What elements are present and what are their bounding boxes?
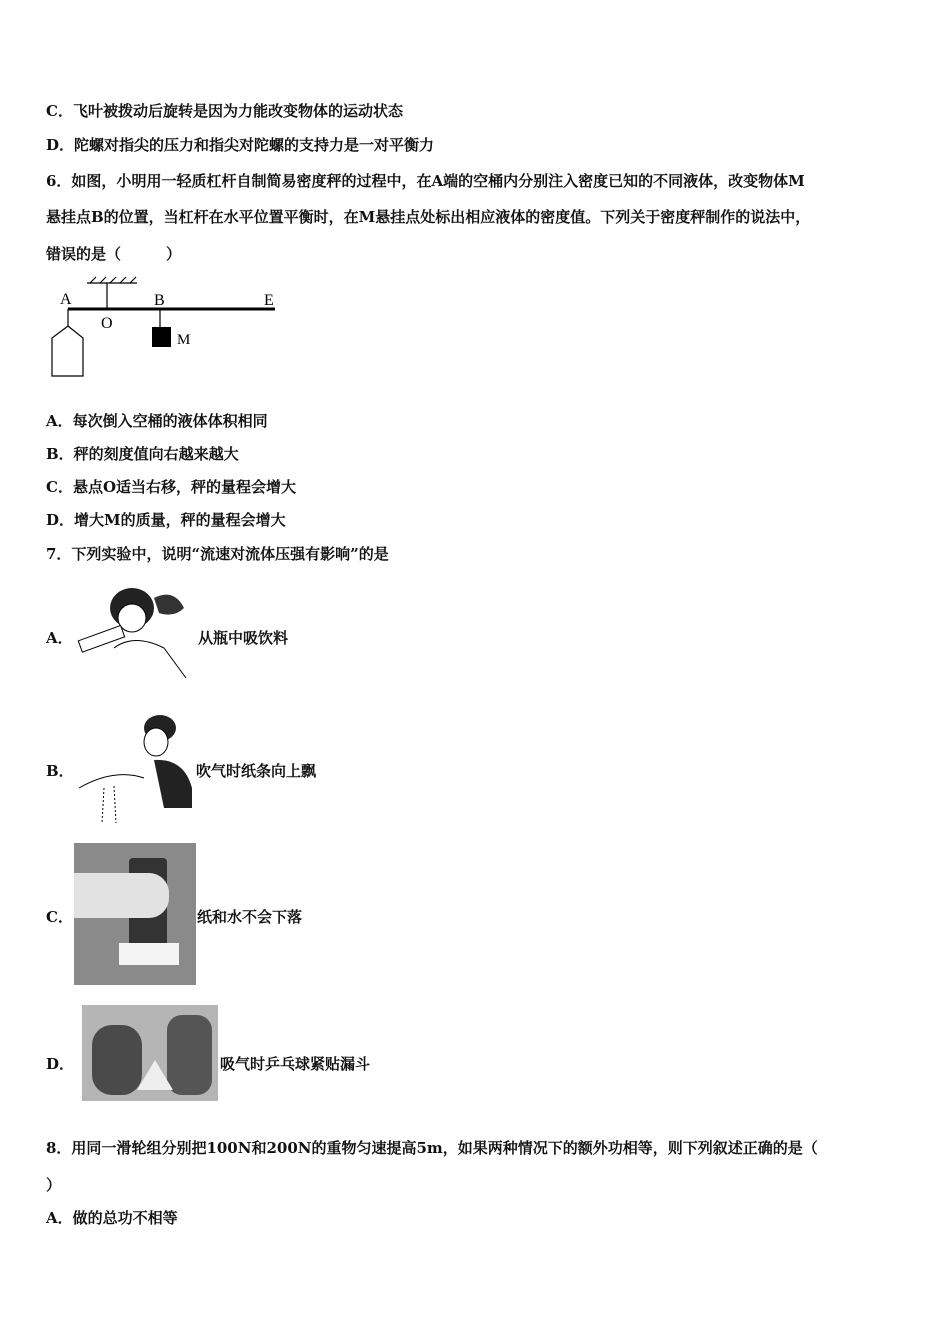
label-o: O (101, 315, 113, 332)
q6-stem-line3: 错误的是（ ） (46, 245, 182, 263)
q7-option-b-letter: B． (46, 762, 74, 780)
q6-option-b: B．秤的刻度值向右越来越大 (46, 445, 239, 463)
q6-stem-line2: 悬挂点B的位置，当杠杆在水平位置平衡时，在M悬挂点处标出相应液体的密度值。下列关于密度秤制作的说法中， (46, 208, 811, 226)
girl-drinking-image (74, 578, 198, 682)
q8-stem-line2: ） (46, 1176, 62, 1194)
q6-option-a: A．每次倒入空桶的液体体积相同 (46, 412, 268, 430)
q7-option-b-caption: 吹气时纸条向上飘 (196, 762, 317, 780)
weight-m (152, 327, 171, 347)
q6-option-d: D．增大M的质量，秤的量程会增大 (46, 511, 286, 529)
q7-option-c-caption: 纸和水不会下落 (197, 908, 303, 926)
ceiling-support (87, 277, 137, 309)
label-m: M (177, 332, 191, 348)
boy-blowing-image (74, 708, 198, 826)
q7-option-d-caption: 吸气时乒乓球紧贴漏斗 (220, 1055, 371, 1073)
label-a: A (60, 291, 72, 308)
q7-option-a-caption: 从瓶中吸饮料 (198, 629, 289, 647)
bucket (52, 326, 83, 376)
label-e: E (264, 292, 274, 309)
funnel-pingpong-photo (82, 1005, 218, 1101)
q8-option-a: A．做的总功不相等 (46, 1209, 178, 1227)
q7-stem: 7．下列实验中，说明“流速对流体压强有影响”的是 (46, 545, 389, 563)
lever-diagram (40, 276, 290, 386)
q5-option-d: D．陀螺对指尖的压力和指尖对陀螺的支持力是一对平衡力 (46, 136, 435, 154)
q5-option-c: C．飞叶被拨动后旋转是因为力能改变物体的运动状态 (46, 102, 403, 120)
q6-stem-line1: 6．如图，小明用一轻质杠杆自制简易密度秤的过程中，在A端的空桶内分别注入密度已知的不同液体，改变物体M (46, 172, 805, 190)
inverted-cup-photo (74, 843, 196, 985)
q6-option-c: C．悬点O适当右移，秤的量程会增大 (46, 478, 297, 496)
q7-option-a-letter: A． (46, 629, 73, 647)
label-b: B (154, 292, 165, 309)
q8-stem-line1: 8．用同一滑轮组分别把100N和200N的重物匀速提高5m，如果两种情况下的额外功相等，则下列叙述正确的是（ (46, 1139, 818, 1157)
q7-option-d-letter: D． (46, 1055, 75, 1073)
q7-option-c-letter: C． (46, 908, 73, 926)
